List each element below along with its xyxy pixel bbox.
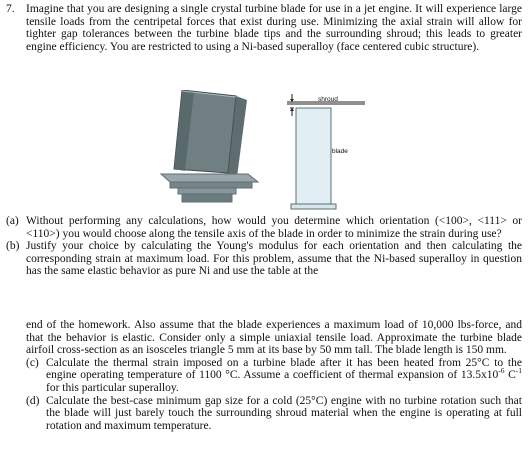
question-parts — [6, 215, 522, 278]
turbine-blade-image — [152, 90, 272, 208]
question-intro-text: Imagine that you are designing a single crystal turbine blade for use in a jet engine. It will experience large tensile loads from the centripetal forces that exist during use. Minimizing the axial strain will allow for tighter gap tolerances between the turbine blade tips and the surrounding shroud; this leads to greater engine efficiency. You are restricted to using a Ni-based superalloy (face centered cubic structure). — [26, 3, 522, 53]
part-b-continued: end of the homework. Also assume that the blade experiences a maximum load of 10,000 lbs-force, and that the behavior is elastic. Consider only a simple uniaxial tensile load. Approximate the turbine blade airfoil cross-section as an isosceles triangle 5 mm at its base by 50 mm tall. The blade length is 150 mm. — [26, 319, 522, 357]
part-c — [26, 357, 522, 395]
part-b-label: (b) — [6, 240, 20, 253]
blade-shroud-diagram — [284, 90, 368, 210]
continued-section — [26, 319, 522, 432]
part-d-label: (d) — [26, 394, 40, 407]
part-c-text-after: for this particular superalloy. — [46, 381, 179, 394]
part-c-exponent-2: -1 — [515, 366, 522, 376]
figure — [142, 90, 372, 210]
part-c-text — [46, 357, 522, 395]
shroud-label: shroud — [318, 96, 338, 103]
part-b — [6, 240, 522, 278]
question-number: 7. — [6, 3, 15, 15]
part-a-text: Without performing any calculations, how would you determine which orientation (<100>, <111> or <110>) you would choose along the tensile axis of the blade in order to minimize the strain during use? — [26, 215, 522, 240]
part-a — [6, 215, 522, 240]
part-c-label: (c) — [26, 356, 39, 369]
part-d — [26, 395, 522, 433]
part-b-text: Justify your choice by calculating the Young's modulus for each orientation and then calculating the corresponding strain at maximum load. For this problem, assume that the Ni-based superalloy in question has the same elastic behavior as pure Ni and use the table at the — [26, 240, 522, 278]
problem-7 — [6, 3, 522, 53]
part-a-label: (a) — [6, 215, 19, 227]
blade-label: blade — [332, 148, 348, 155]
part-c-exponent-1: -6 — [498, 366, 505, 376]
part-d-text: Calculate the best-case minimum gap size for a cold (25°C) engine with no turbine rotation such that the blade will just barely touch the surrounding shroud material when the engine is operating at full rotation and maximum temperature. — [46, 394, 522, 432]
part-c-mid: C — [504, 369, 516, 382]
problem-intro — [6, 3, 522, 53]
part-c-text-before: Calculate the thermal strain imposed on a turbine blade after it has been heated from 25°C to the engine operating temperature of 1100 °C. Assume a coefficient of thermal expansion of 13.5x10 — [46, 356, 522, 382]
